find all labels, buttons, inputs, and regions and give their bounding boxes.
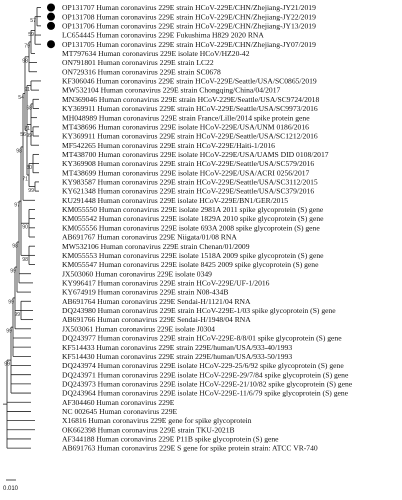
bootstrap-value: 80 (26, 165, 32, 172)
taxon-label: AB691763 Human coronavirus 229E S gene for spike protein strain: ATCC VR-740 (62, 443, 318, 453)
taxon-label: KU291448 Human coronavirus 229E isolate HCoV-229E/BN1/GER/2015 (62, 195, 289, 205)
taxon-label: AF304460 Human coronavirus 229E (62, 397, 175, 407)
taxon-label: DQ243980 Human coronavirus 229E strain HCoV-229E-1/03 spike glycoprotein (S) gene (62, 306, 336, 316)
taxon-label: ON791801 Human coronavirus 229E strain LC22 (62, 58, 214, 68)
bootstrap-labels (4, 18, 36, 367)
taxon-label: OP131705 Human coronavirus 229E strain HCoV-229E/CHN/Zhejiang-JY07/2019 (62, 39, 316, 49)
strain-marker-icon (47, 4, 55, 12)
bootstrap-value: 97 (14, 202, 20, 209)
taxon-labels (62, 3, 353, 453)
taxon-label: OK662398 Human coronavirus 229E strain TKU-2021B (62, 425, 235, 435)
bootstrap-value: 91 (24, 87, 30, 94)
taxon-label: MH048989 Human coronavirus 229E strain France/Lille/2014 spike protein gene (62, 113, 310, 123)
bootstrap-value: 57 (30, 18, 36, 25)
taxon-label: AB691767 Human coronavirus 229E Niigata/01/08 RNA (62, 232, 237, 242)
bootstrap-value: 99 (8, 299, 14, 306)
taxon-label: KY996417 Human coronavirus 229E strain HCoV-229E/UF-1/2016 (62, 278, 270, 288)
bootstrap-value: 90 (22, 224, 28, 231)
bootstrap-value: 99 (10, 268, 16, 275)
taxon-label: AB691764 Human coronavirus 229E Sendai-H/1121/04 RNA (62, 296, 251, 306)
bootstrap-value: 98 (12, 243, 18, 250)
bootstrap-value: 71 (24, 126, 30, 133)
taxon-label: KM055542 Human coronavirus 229E isolate 1829A 2010 spike glycoprotein (S) gene (62, 214, 324, 224)
taxon-label: MT438699 Human coronavirus 229E isolate HCoV-229E/USA/ACRI 0256/2017 (62, 168, 310, 178)
bootstrap-value: 98 (22, 58, 28, 65)
bootstrap-value: 56 (20, 131, 26, 138)
taxon-label: KY369911 Human coronavirus 229E strain HCoV-229E/Seattle/USA/SC9973/2016 (62, 104, 318, 114)
taxon-label: MT438700 Human coronavirus 229E isolate HCoV-229E/USA/UAMS DID 0108/2017 (62, 149, 329, 159)
taxon-label: KY369908 Human coronavirus 229E strain HCoV-229E/Seattle/USA/SC579/2016 (62, 159, 315, 169)
taxon-label: AF344188 Human coronavirus 229E P11B spike glycoprotein (S) gene (62, 434, 279, 444)
taxon-label: KY674919 Human coronavirus 229E strain N08-434B (62, 287, 229, 297)
bootstrap-value: 99 (28, 188, 34, 195)
taxon-label: KM055547 Human coronavirus 229E isolate 8425 2009 spike glycoprotein (S) gene (62, 260, 319, 270)
taxon-label: JX503060 Human coronavirus 229E isolate 0349 (62, 269, 212, 279)
bootstrap-value: 98 (22, 256, 28, 263)
taxon-label: DQ243971 Human coronavirus 229E isolate HCoV-229E-29/7/84 spike glycoprotein (S) gene (62, 370, 349, 380)
taxon-label: KM055550 Human coronavirus 229E isolate 2981A 2011 spike glycoprotein (S) gene (62, 205, 324, 215)
strain-marker-icon (47, 40, 55, 48)
strain-marker-icon (47, 13, 55, 21)
bootstrap-value: 68 (26, 105, 32, 112)
taxon-label: DQ243974 Human coronavirus 229E isolate HCoV-229-25/6/92 spike glycoprotein (S) gene (62, 361, 344, 371)
bootstrap-value: 79 (24, 43, 30, 50)
taxon-label: KM055556 Human coronavirus 229E isolate 693A 2008 spike glycoprotein (S) gene (62, 223, 320, 233)
bootstrap-value: 99 (6, 328, 12, 335)
bootstrap-value: 99 (14, 311, 20, 318)
taxon-label: OP131706 Human coronavirus 229E strain HCoV-229E/CHN/Zhejiang-JY13/2019 (62, 21, 316, 31)
taxon-label: KF514433 Human coronavirus 229E strain 229E/human/USA/933-40/1993 (62, 342, 293, 352)
bootstrap-value: 59 (28, 31, 34, 38)
taxon-label: X16816 Human coronavirus 229E gene for spike glycoprotein (62, 416, 252, 426)
taxon-label: OP131708 Human coronavirus 229E strain HCoV-229E/CHN/Zhejiang-JY22/2019 (62, 12, 316, 22)
bootstrap-value: 54 (18, 95, 24, 102)
taxon-label: MT438696 Human coronavirus 229E isolate HCoV-229E/USA/UNM 0186/2016 (62, 122, 309, 132)
taxon-label: KM055553 Human coronavirus 229E isolate 1518A 2009 spike glycoprotein (S) gene (62, 250, 324, 260)
taxon-label: DQ243964 Human coronavirus 229E isolate HCoV-229E-11/6/79 spike glycoprotein (S) gene (62, 388, 349, 398)
taxon-label: KY621348 Human coronavirus 229E strain HCoV-229E/Seattle/USA/SC379/2016 (62, 186, 315, 196)
bootstrap-value: 98 (16, 148, 22, 155)
strain-markers (47, 4, 55, 49)
taxon-label: DQ243977 Human coronavirus 229E strain HCoV-229E-8/8/01 spike glycoprotein (S) gene (62, 333, 342, 343)
taxon-label: MF542265 Human coronavirus 229E strain HCoV-229E/Haiti-1/2016 (62, 140, 275, 150)
strain-marker-icon (47, 22, 55, 30)
taxon-label: JX503061 Human coronavirus 229E isolate J0304 (62, 324, 215, 334)
taxon-label: LC654445 Human coronavirus 229E Fukushima H829 2020 RNA (62, 30, 264, 40)
taxon-label: ON729316 Human coronavirus 229E strain SC0678 (62, 67, 221, 77)
taxon-label: NC 002645 Human coronavirus 229E (62, 407, 178, 417)
taxon-label: AB691766 Human coronavirus 229E Sendai-H/1948/04 RNA (62, 315, 251, 325)
taxon-label: MN369046 Human coronavirus 229E strain HCoV-229E/Seattle/USA/SC9724/2018 (62, 94, 320, 104)
taxon-label: KF306046 Human coronavirus 229E strain HCoV-229E/Seattle/USA/SC0865/2019 (62, 76, 317, 86)
taxon-label: OP131707 Human coronavirus 229E strain HCoV-229E/CHN/Zhejiang-JY21/2019 (62, 3, 316, 13)
taxon-label: KY369911 Human coronavirus 229E strain HCoV-229E/Seattle/USA/SC1212/2016 (62, 131, 318, 141)
taxon-label: MW532106 Human coronavirus 229E strain Chenan/01/2009 (62, 241, 250, 251)
taxon-label: DQ243973 Human coronavirus 229E isolate HCoV-229E-21/10/82 spike glycoprotein (S) gene (62, 379, 353, 389)
scale-bar (3, 480, 19, 492)
bootstrap-value: 71 (22, 176, 28, 183)
taxon-label: MT797634 Human coronavirus 229E isolate HCoV/HZ20-42 (62, 49, 250, 58)
taxon-label: KF514430 Human coronavirus 229E strain 229E/human/USA/933-50/1993 (62, 351, 293, 361)
scale-bar-label: 0.010 (3, 486, 19, 492)
bootstrap-value: 99 (4, 361, 10, 368)
bootstrap-value: 99 (26, 132, 32, 139)
taxon-label: KY983587 Human coronavirus 229E strain HCoV-229E/Seattle/USA/SC3112/2015 (62, 177, 318, 187)
taxon-label: MW532104 Human coronavirus 229E strain Chongqing/China/04/2017 (62, 85, 281, 95)
